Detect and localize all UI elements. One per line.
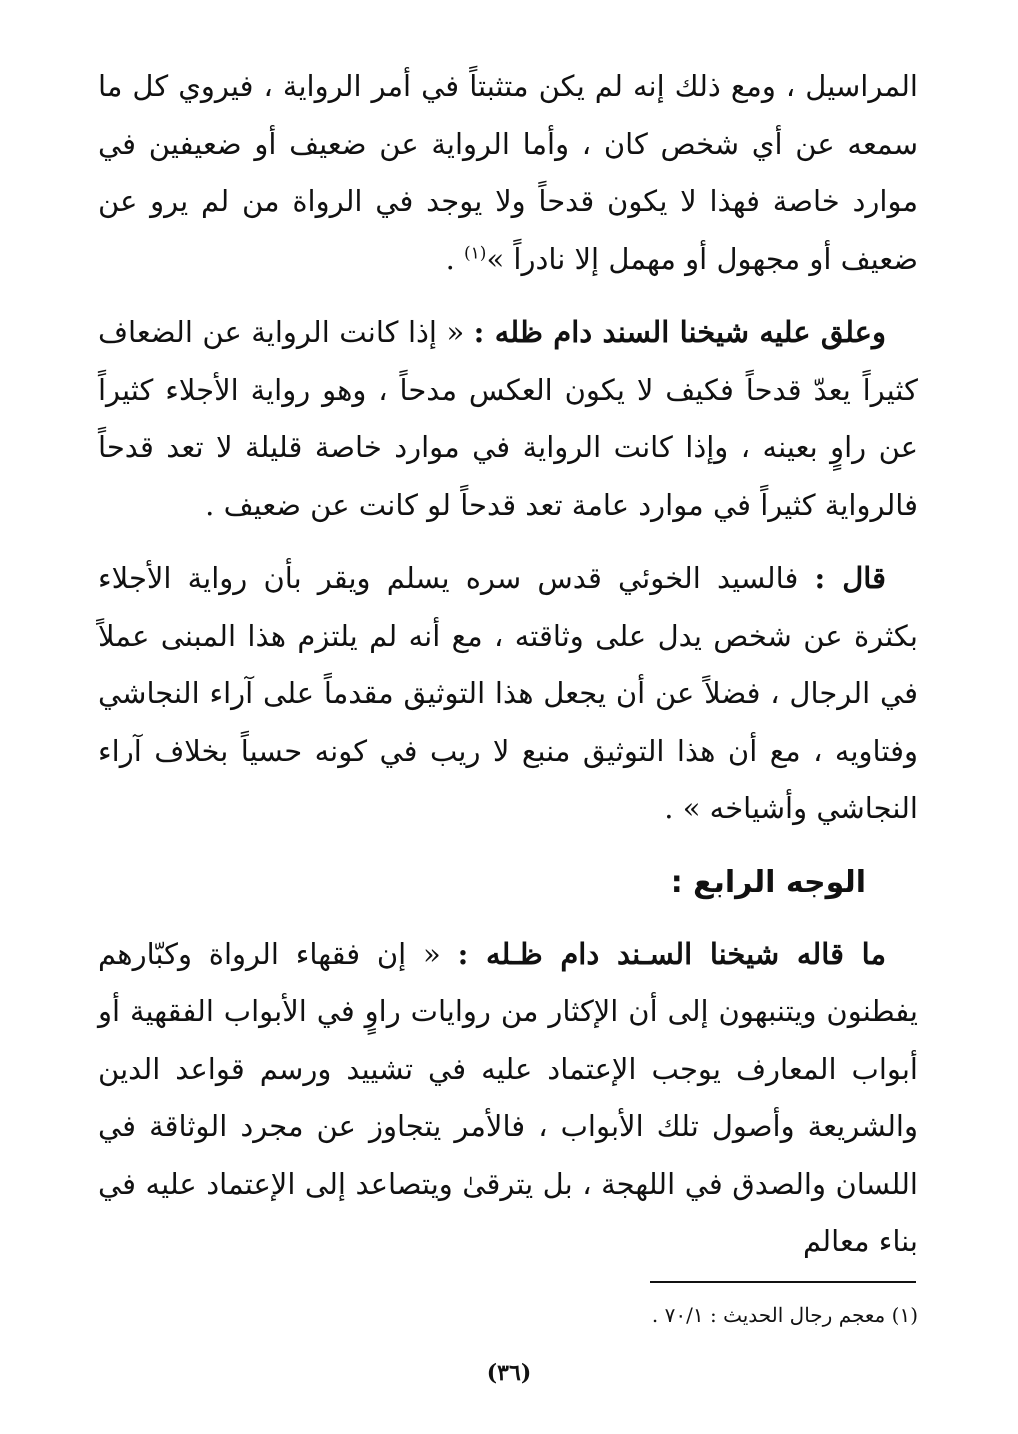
paragraph-2 xyxy=(98,304,918,534)
paragraph-4 xyxy=(98,926,918,1271)
page-number: (٣٦) xyxy=(486,1360,532,1386)
paragraph-2-text: « إذا كانت الرواية عن الضعاف كثيراً يعدّ قدحاً فكيف لا يكون العكس مدحاً ، وهو رواية الأجلاء كثيراً عن راوٍ بعينه ، وإذا كانت الرواية في موارد خاصة قليلة لا تعد قدحاً فالرواية كثيراً في موارد عامة تعد قدحاً لو كانت عن ضعيف . xyxy=(98,315,918,522)
paragraph-3-lead: قال : xyxy=(814,561,886,595)
paragraph-1 xyxy=(98,58,918,288)
section-heading: الوجه الرابع : xyxy=(670,864,866,900)
paragraph-3 xyxy=(98,550,918,838)
paragraph-2-lead: وعلق عليه شيخنا السند دام ظله : xyxy=(473,315,886,349)
paragraph-4-text: « إن فقهاء الرواة وكبّارهم يفطنون ويتنبهون إلى أن الإكثار من روايات راوٍ في الأبواب الفقهية أو أبواب المعارف يوجب الإعتماد عليه في تشييد ورسم قواعد الدين والشريعة وأصول تلك الأبواب ، فالأمر يتجاوز عن مجرد الوثاقة في اللسان والصدق في اللهجة ، بل يترقىٰ ويتصاعد إلى الإعتماد عليه في بناء معالم xyxy=(98,936,918,1258)
footnote-reference: (١) xyxy=(464,242,487,263)
paragraph-3-text: فالسيد الخوئي قدس سره يسلم ويقر بأن رواية الأجلاء بكثرة عن شخص يدل على وثاقته ، مع أنه لم يلتزم هذا المبنى عملاً في الرجال ، فضلاً عن أن يجعل هذا التوثيق مقدماً على آراء النجاشي وفتاويه ، مع أن هذا التوثيق منبع لا ريب في كونه حسياً بخلاف آراء النجاشي وأشياخه » . xyxy=(98,561,918,825)
paragraph-4-lead: ما قاله شيخنا السـند دام ظـله : xyxy=(457,936,886,971)
footnote: (١) معجم رجال الحديث : ٧٠/١ . xyxy=(651,1303,918,1327)
paragraph-1-text: المراسيل ، ومع ذلك إنه لم يكن متثبتاً في أمر الرواية ، فيروي كل ما سمعه عن أي شخص كان ، وأما الرواية عن ضعيف أو ضعيفين في موارد خاصة فهذا لا يكون قدحاً ولا يوجد في الرواة من لم يرو عن ضعيف أو مجهول أو مهمل إلا نادراً » xyxy=(98,69,918,276)
paragraph-1-end: . xyxy=(445,241,465,276)
footnote-divider xyxy=(650,1281,916,1283)
page-body xyxy=(98,58,918,1271)
